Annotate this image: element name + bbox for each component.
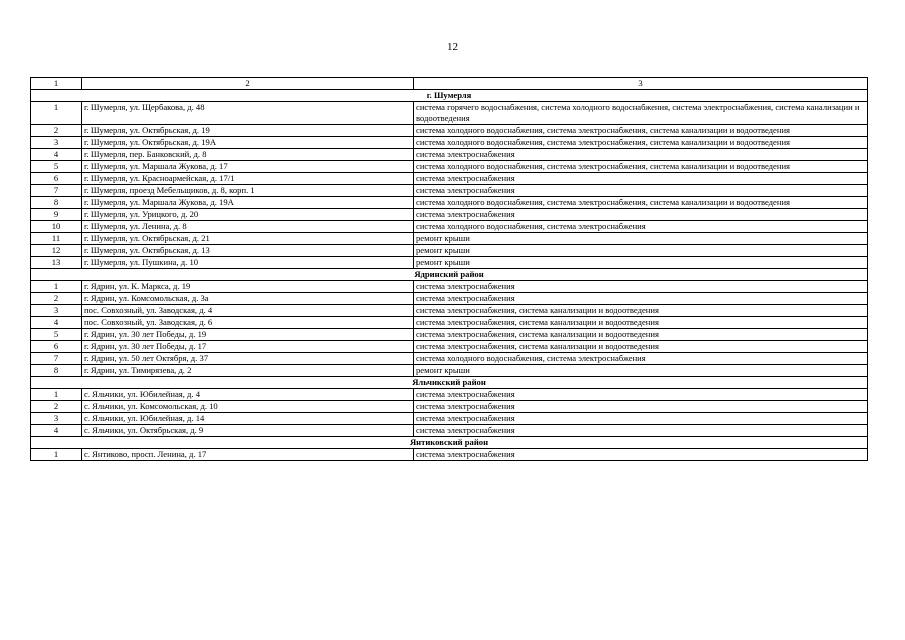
row-number-cell: 1 xyxy=(31,449,82,461)
row-number-cell: 9 xyxy=(31,209,82,221)
work-type-cell: система холодного водоснабжения, система электроснабжения, система канализации и водоотведения xyxy=(414,197,868,209)
row-number-cell: 3 xyxy=(31,413,82,425)
table-row xyxy=(31,149,868,161)
table-row xyxy=(31,137,868,149)
address-cell: г. Шумерля, ул. Октябрьская, д. 19 xyxy=(82,125,414,137)
table-row xyxy=(31,245,868,257)
table-row xyxy=(31,102,868,125)
page-number: 12 xyxy=(447,41,458,53)
address-cell: г. Шумерля, ул. Щербакова, д. 48 xyxy=(82,102,414,125)
work-type-cell: система электроснабжения, система канализации и водоотведения xyxy=(414,341,868,353)
column-header-3: 3 xyxy=(414,78,868,90)
address-cell: г. Шумерля, ул. Октябрьская, д. 19А xyxy=(82,137,414,149)
table-row xyxy=(31,413,868,425)
work-type-cell: система горячего водоснабжения, система холодного водоснабжения, система электроснабжения, система канализации и водоотведения xyxy=(414,102,868,125)
address-cell: с. Яльчики, ул. Юбилейная, д. 14 xyxy=(82,413,414,425)
address-cell: г. Ядрин, ул. Тимирязева, д. 2 xyxy=(82,365,414,377)
address-cell: г. Ядрин, ул. 30 лет Победы, д. 17 xyxy=(82,341,414,353)
row-number-cell: 8 xyxy=(31,197,82,209)
row-number-cell: 4 xyxy=(31,317,82,329)
row-number-cell: 3 xyxy=(31,305,82,317)
address-cell: г. Шумерля, ул. Маршала Жукова, д. 19А xyxy=(82,197,414,209)
table-row xyxy=(31,173,868,185)
work-type-cell: система холодного водоснабжения, система электроснабжения, система канализации и водоотведения xyxy=(414,161,868,173)
section-header-row xyxy=(31,90,868,102)
row-number-cell: 12 xyxy=(31,245,82,257)
work-type-cell: ремонт крыши xyxy=(414,257,868,269)
row-number-cell: 5 xyxy=(31,161,82,173)
row-number-cell: 5 xyxy=(31,329,82,341)
row-number-cell: 3 xyxy=(31,137,82,149)
address-cell: г. Шумерля, ул. Пушкина, д. 10 xyxy=(82,257,414,269)
address-cell: г. Ядрин, ул. Комсомольская, д. 3а xyxy=(82,293,414,305)
work-type-cell: система холодного водоснабжения, система электроснабжения xyxy=(414,353,868,365)
section-title: г. Шумерля xyxy=(31,90,868,102)
work-type-cell: система электроснабжения xyxy=(414,425,868,437)
table-row xyxy=(31,257,868,269)
row-number-cell: 11 xyxy=(31,233,82,245)
address-cell: г. Шумерля, ул. Маршала Жукова, д. 17 xyxy=(82,161,414,173)
work-type-cell: система электроснабжения xyxy=(414,389,868,401)
address-cell: с. Яльчики, ул. Октябрьская, д. 9 xyxy=(82,425,414,437)
section-title: Ядринский район xyxy=(31,269,868,281)
address-cell: г. Шумерля, ул. Ленина, д. 8 xyxy=(82,221,414,233)
row-number-cell: 1 xyxy=(31,389,82,401)
row-number-cell: 10 xyxy=(31,221,82,233)
work-type-cell: ремонт крыши xyxy=(414,233,868,245)
section-header-row xyxy=(31,269,868,281)
row-number-cell: 7 xyxy=(31,353,82,365)
column-number-row xyxy=(31,78,868,90)
row-number-cell: 8 xyxy=(31,365,82,377)
work-type-cell: система электроснабжения xyxy=(414,293,868,305)
work-type-cell: ремонт крыши xyxy=(414,365,868,377)
column-header-1: 1 xyxy=(31,78,82,90)
address-cell: г. Шумерля, ул. Урицкого, д. 20 xyxy=(82,209,414,221)
work-type-cell: система холодного водоснабжения, система электроснабжения xyxy=(414,221,868,233)
work-type-cell: система электроснабжения xyxy=(414,401,868,413)
address-cell: г. Ядрин, ул. 30 лет Победы, д. 19 xyxy=(82,329,414,341)
work-type-cell: система электроснабжения, система канализации и водоотведения xyxy=(414,329,868,341)
row-number-cell: 4 xyxy=(31,425,82,437)
table-row xyxy=(31,389,868,401)
table-row xyxy=(31,197,868,209)
row-number-cell: 2 xyxy=(31,125,82,137)
work-type-cell: ремонт крыши xyxy=(414,245,868,257)
work-type-cell: система электроснабжения xyxy=(414,449,868,461)
address-cell: г. Шумерля, ул. Красноармейская, д. 17/1 xyxy=(82,173,414,185)
table-row xyxy=(31,449,868,461)
row-number-cell: 13 xyxy=(31,257,82,269)
work-type-cell: система электроснабжения xyxy=(414,149,868,161)
table-row xyxy=(31,401,868,413)
work-type-cell: система электроснабжения xyxy=(414,173,868,185)
table-row xyxy=(31,281,868,293)
table-row xyxy=(31,221,868,233)
address-cell: г. Ядрин, ул. К. Маркса, д. 19 xyxy=(82,281,414,293)
section-title: Яльчикский район xyxy=(31,377,868,389)
section-title: Янтиковский район xyxy=(31,437,868,449)
work-type-cell: система холодного водоснабжения, система электроснабжения, система канализации и водоотведения xyxy=(414,125,868,137)
address-cell: г. Ядрин, ул. 50 лет Октября, д. 37 xyxy=(82,353,414,365)
address-cell: г. Шумерля, ул. Октябрьская, д. 21 xyxy=(82,233,414,245)
table-row xyxy=(31,209,868,221)
column-header-2: 2 xyxy=(82,78,414,90)
row-number-cell: 2 xyxy=(31,293,82,305)
table-row xyxy=(31,341,868,353)
work-type-cell: система электроснабжения xyxy=(414,209,868,221)
address-cell: с. Янтиково, просп. Ленина, д. 17 xyxy=(82,449,414,461)
table-row xyxy=(31,317,868,329)
row-number-cell: 6 xyxy=(31,173,82,185)
work-type-cell: система электроснабжения, система канализации и водоотведения xyxy=(414,305,868,317)
work-type-cell: система электроснабжения xyxy=(414,185,868,197)
row-number-cell: 1 xyxy=(31,281,82,293)
address-cell: пос. Совхозный, ул. Заводская, д. 6 xyxy=(82,317,414,329)
table-row xyxy=(31,425,868,437)
row-number-cell: 2 xyxy=(31,401,82,413)
row-number-cell: 6 xyxy=(31,341,82,353)
table-row xyxy=(31,329,868,341)
row-number-cell: 4 xyxy=(31,149,82,161)
work-type-cell: система электроснабжения xyxy=(414,281,868,293)
address-cell: пос. Совхозный, ул. Заводская, д. 4 xyxy=(82,305,414,317)
table-body xyxy=(31,78,868,461)
work-type-cell: система электроснабжения, система канализации и водоотведения xyxy=(414,317,868,329)
table-row xyxy=(31,161,868,173)
table-row xyxy=(31,293,868,305)
address-cell: г. Шумерля, пер. Банковский, д. 8 xyxy=(82,149,414,161)
address-cell: г. Шумерля, ул. Октябрьская, д. 13 xyxy=(82,245,414,257)
table-row xyxy=(31,353,868,365)
row-number-cell: 1 xyxy=(31,102,82,125)
row-number-cell: 7 xyxy=(31,185,82,197)
table-row xyxy=(31,365,868,377)
section-header-row xyxy=(31,437,868,449)
table-row xyxy=(31,233,868,245)
address-cell: с. Яльчики, ул. Юбилейная, д. 4 xyxy=(82,389,414,401)
table-row xyxy=(31,185,868,197)
repair-table xyxy=(30,77,868,461)
address-cell: г. Шумерля, проезд Мебельщиков, д. 8, корп. 1 xyxy=(82,185,414,197)
table-row xyxy=(31,305,868,317)
address-cell: с. Яльчики, ул. Комсомольская, д. 10 xyxy=(82,401,414,413)
work-type-cell: система электроснабжения xyxy=(414,413,868,425)
table-row xyxy=(31,125,868,137)
section-header-row xyxy=(31,377,868,389)
work-type-cell: система холодного водоснабжения, система электроснабжения, система канализации и водоотведения xyxy=(414,137,868,149)
